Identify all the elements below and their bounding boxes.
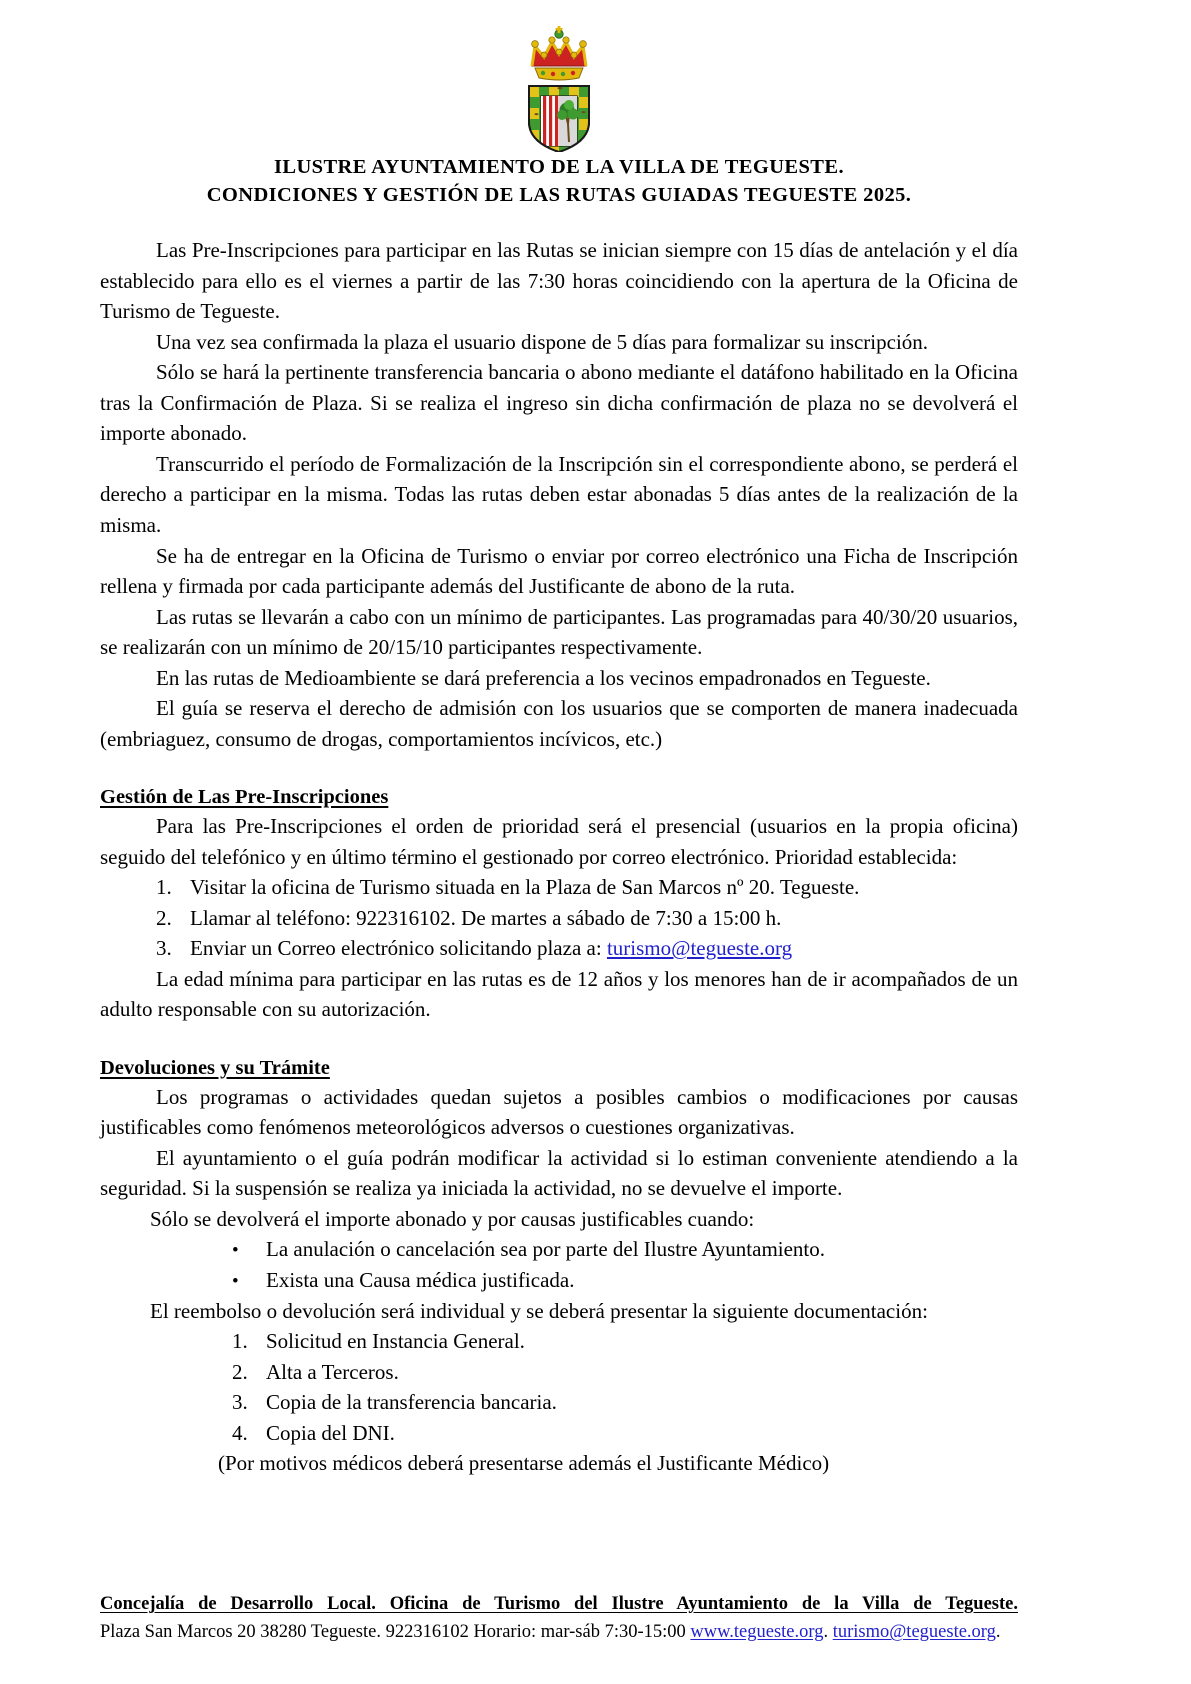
list-marker: 3. <box>232 1390 248 1415</box>
page-title-line-1: ILUSTRE AYUNTAMIENTO DE LA VILLA DE TEGUESTE. <box>274 156 844 178</box>
list-item-label: La anulación o cancelación sea por parte del Ilustre Ayuntamiento. <box>266 1237 826 1262</box>
paragraph-justificante-medico: (Por motivos médicos deberá presentarse además el Justificante Médico) <box>218 1451 830 1476</box>
list-item <box>156 933 1018 964</box>
list-item-label: Exista una Causa médica justificada. <box>266 1267 575 1292</box>
bullet-icon: • <box>232 1240 239 1262</box>
list-item-label: Copia de la transferencia bancaria. <box>266 1390 557 1415</box>
email-link-turismo[interactable]: turismo@tegueste.org <box>606 936 793 961</box>
spacer-before-devoluciones <box>100 1025 1018 1055</box>
list-item <box>232 1234 1018 1265</box>
paragraph-edad-minima: La edad mínima para participar en las rutas es de 12 años y los menores han de ir acompañados de un adulto responsable con su autorización. <box>100 966 1018 1022</box>
paragraph-transferencia-bancaria: Sólo se hará la pertinente transferencia bancaria o abono mediante el datáfono habilitado en la Oficina tras la Confirmación de Plaza. Si se realiza el ingreso sin dicha confirmación de plaza no se devolverá el importe abonado. <box>100 360 1018 446</box>
list-marker: 4. <box>232 1420 248 1445</box>
paragraph-confirmacion-plaza: Una vez sea confirmada la plaza el usuario dispone de 5 días para formalizar su inscripción. <box>156 329 929 354</box>
document-footer <box>100 1592 1018 1645</box>
page-title-line-2: CONDICIONES Y GESTIÓN DE LAS RUTAS GUIADAS TEGUESTE 2025. <box>206 184 912 207</box>
crest-container <box>100 0 1018 152</box>
list-item <box>232 1418 1018 1449</box>
email-link-footer-turismo[interactable]: turismo@tegueste.org <box>832 1621 996 1642</box>
paragraph-medioambiente: En las rutas de Medioambiente se dará preferencia a los vecinos empadronados en Tegueste. <box>156 665 931 690</box>
list-documentacion <box>100 1326 1018 1448</box>
paragraph-cambios-modificaciones: Los programas o actividades quedan sujetos a posibles cambios o modificaciones por causas justificables como fenómenos meteorológicos adversos o cuestiones organizativas. <box>100 1084 1018 1140</box>
list-causas-devolucion <box>100 1234 1018 1295</box>
spacer-before-gestion <box>100 754 1018 784</box>
paragraph-preinscripciones: Las Pre-Inscripciones para participar en las Rutas se inician siempre con 15 días de antelación y el día establecido para ello es el viernes a partir de las 7:30 horas coincidiendo con la apertura de la Oficina de Turismo de Tegueste. <box>100 238 1018 324</box>
list-item-label: Visitar la oficina de Turismo situada en la Plaza de San Marcos nº 20. Tegueste. <box>190 875 860 900</box>
heading-devoluciones-tramite: Devoluciones y su Trámite <box>100 1056 330 1079</box>
list-item <box>156 872 1018 903</box>
list-item <box>232 1387 1018 1418</box>
paragraph-modificar-actividad: El ayuntamiento o el guía podrán modificar la actividad si lo estiman conveniente atendiendo a la seguridad. Si la suspensión se realiza ya iniciada la actividad, no se devuelve el importe. <box>100 1145 1018 1201</box>
list-marker: 3. <box>156 936 172 961</box>
paragraph-causas-justificables: Sólo se devolverá el importe abonado y por causas justificables cuando: <box>150 1206 755 1231</box>
coat-of-arms-icon <box>505 24 613 152</box>
list-item-text-prefix: Enviar un Correo electrónico solicitando plaza a: <box>190 936 607 961</box>
list-item-label: Copia del DNI. <box>266 1420 395 1445</box>
list-marker: 1. <box>156 875 172 900</box>
paragraph-derecho-admision: El guía se reserva el derecho de admisión con los usuarios que se comporten de manera inadecuada (embriaguez, consumo de drogas, comportamientos incívicos, etc.) <box>100 696 1018 751</box>
bullet-icon: • <box>232 1270 239 1292</box>
paragraph-formalizacion: Transcurrido el período de Formalización de la Inscripción sin el correspondiente abono, se perderá el derecho a participar en la misma. Todas las rutas deben estar abonadas 5 días antes de la realización de la misma. <box>100 451 1018 538</box>
footer-concejalia-line: Concejalía de Desarrollo Local. Oficina de Turismo del Ilustre Ayuntamiento de la Villa de Tegueste. <box>100 1594 1018 1614</box>
intro-paragraphs <box>100 235 1018 754</box>
paragraph-orden-prioridad: Para las Pre-Inscripciones el orden de prioridad será el presencial (usuarios en la propia oficina) seguido del telefónico y en último término el gestionado por correo electrónico. Prioridad establecida: <box>100 814 1018 869</box>
list-marker: 2. <box>232 1359 248 1384</box>
paragraph-reembolso-documentacion: El reembolso o devolución será individual y se deberá presentar la siguiente documentación: <box>150 1298 928 1323</box>
list-marker: 2. <box>156 905 172 930</box>
list-item-label: Llamar al teléfono: 922316102. De martes a sábado de 7:30 a 15:00 h. <box>190 905 782 930</box>
list-marker: 1. <box>232 1329 248 1354</box>
footer-separator: . <box>823 1621 833 1642</box>
list-item <box>232 1357 1018 1388</box>
list-item-label: Solicitud en Instancia General. <box>266 1329 525 1354</box>
website-link-tegueste[interactable]: www.tegueste.org <box>690 1621 824 1642</box>
list-item <box>232 1265 1018 1296</box>
list-item-label <box>190 933 1018 964</box>
list-item <box>156 903 1018 934</box>
paragraph-minimo-participantes: Las rutas se llevarán a cabo con un mínimo de participantes. Las programadas para 40/30/20 usuarios, se realizarán con un mínimo de 20/15/10 participantes respectivamente. <box>100 604 1018 660</box>
footer-contact-line <box>100 1620 1018 1645</box>
list-prioridad <box>100 872 1018 964</box>
footer-trailing-period: . <box>995 1621 1001 1642</box>
paragraph-ficha-inscripcion: Se ha de entregar en la Oficina de Turismo o enviar por correo electrónico una Ficha de Inscripción rellena y firmada por cada participante además del Justificante de abono de la ruta. <box>100 543 1018 599</box>
heading-gestion-preinscripciones: Gestión de Las Pre-Inscripciones <box>100 786 389 809</box>
footer-address-text: Plaza San Marcos 20 38280 Tegueste. 922316102 Horario: mar-sáb 7:30-15:00 <box>100 1621 691 1642</box>
document-content <box>100 0 1018 1479</box>
list-item <box>232 1326 1018 1357</box>
list-item-label: Alta a Terceros. <box>266 1359 399 1384</box>
